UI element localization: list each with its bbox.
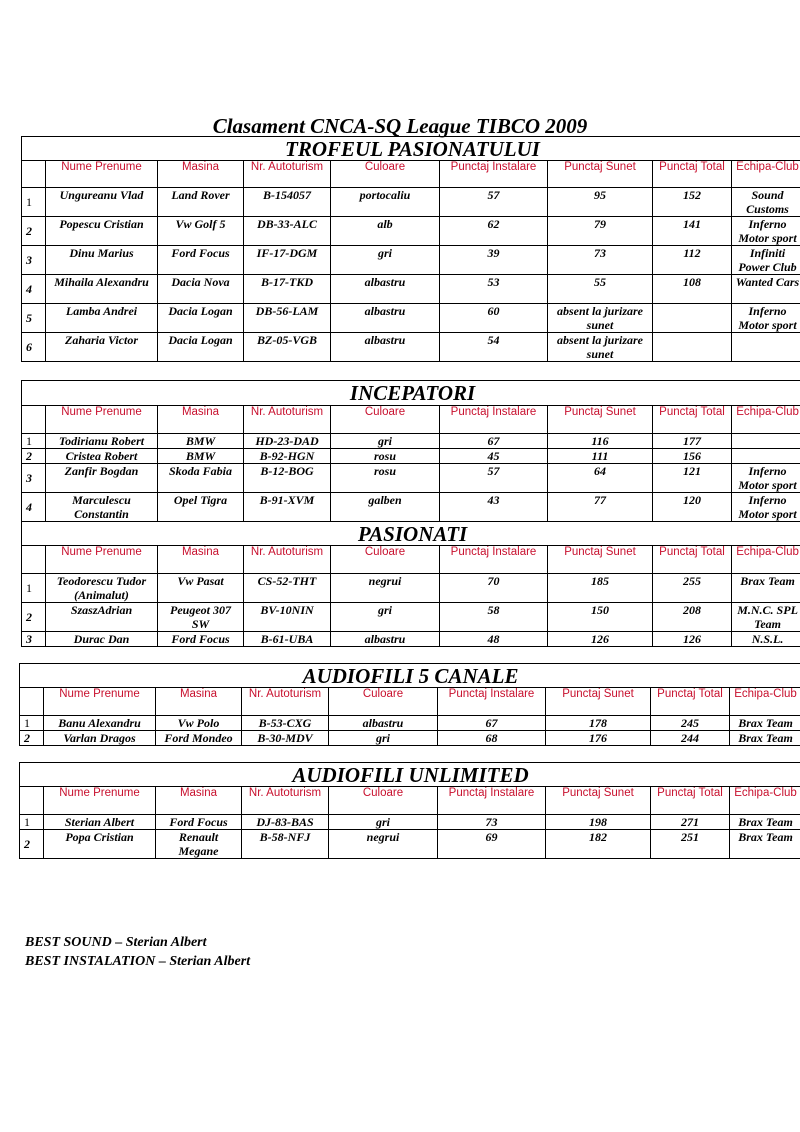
sound: 77 [548, 493, 653, 522]
pos: 2 [22, 217, 46, 246]
install: 73 [438, 815, 546, 830]
header-sound: Punctaj Sunet [546, 688, 651, 716]
section-title-unlimited: AUDIOFILI UNLIMITED [20, 763, 800, 787]
header-install: Punctaj Instalare [438, 787, 546, 815]
team: M.N.C. SPL Team [732, 603, 800, 632]
header-name: Nume Prenume [44, 688, 156, 716]
total: 177 [653, 434, 732, 449]
total: 255 [653, 574, 732, 603]
table-row [22, 434, 800, 449]
sound: 64 [548, 464, 653, 493]
name: Zaharia Victor [46, 333, 158, 362]
color: galben [331, 493, 440, 522]
name: Popa Cristian [44, 830, 156, 859]
header-plate: Nr. Autoturism [244, 406, 331, 434]
name: Todirianu Robert [46, 434, 158, 449]
color: alb [331, 217, 440, 246]
total: 156 [653, 449, 732, 464]
table-row [22, 217, 800, 246]
pos: 4 [22, 275, 46, 304]
header-pos [20, 787, 44, 815]
table-row [20, 815, 800, 830]
pos: 3 [22, 246, 46, 275]
header-plate: Nr. Autoturism [244, 546, 331, 574]
best-install-award: BEST INSTALATION – Sterian Albert [25, 954, 251, 969]
table-row [22, 275, 800, 304]
pos: 3 [22, 632, 46, 647]
car: Dacia Logan [158, 333, 244, 362]
sound: 55 [548, 275, 653, 304]
section-title-trofeul: TROFEUL PASIONATULUI [22, 137, 800, 161]
table-row [20, 731, 800, 746]
table-row [22, 333, 800, 362]
team: N.S.L. [732, 632, 800, 647]
header-pos [22, 406, 46, 434]
table-row [22, 493, 800, 522]
header-install: Punctaj Instalare [440, 546, 548, 574]
header-plate: Nr. Autoturism [242, 787, 329, 815]
total: 141 [653, 217, 732, 246]
table-trofeul [21, 136, 800, 362]
section-title-pasionati: PASIONATI [22, 522, 800, 546]
name: Zanfir Bogdan [46, 464, 158, 493]
header-plate: Nr. Autoturism [244, 161, 331, 188]
pos: 2 [22, 603, 46, 632]
name: SzaszAdrian [46, 603, 158, 632]
team: Inferno Motor sport [732, 217, 800, 246]
total: 245 [651, 716, 730, 731]
plate: HD-23-DAD [244, 434, 331, 449]
sound: 182 [546, 830, 651, 859]
table-row [22, 449, 800, 464]
team: Infiniti Power Club [732, 246, 800, 275]
header-car: Masina [158, 546, 244, 574]
header-sound: Punctaj Sunet [548, 546, 653, 574]
total [653, 333, 732, 362]
header-car: Masina [158, 161, 244, 188]
header-name: Nume Prenume [46, 406, 158, 434]
best-sound-award: BEST SOUND – Sterian Albert [25, 935, 207, 950]
install: 57 [440, 188, 548, 217]
color: rosu [331, 449, 440, 464]
table-unlimited [19, 762, 800, 859]
car: BMW [158, 449, 244, 464]
color: albastru [331, 632, 440, 647]
car: Vw Golf 5 [158, 217, 244, 246]
table-row [22, 464, 800, 493]
color: negrui [329, 830, 438, 859]
sound: 116 [548, 434, 653, 449]
table-row [20, 830, 800, 859]
table-audiofili5 [19, 663, 800, 746]
section-title-incepatori: INCEPATORI [22, 381, 800, 406]
header-install: Punctaj Instalare [440, 161, 548, 188]
name: Lamba Andrei [46, 304, 158, 333]
pos: 4 [22, 493, 46, 522]
install: 48 [440, 632, 548, 647]
plate: B-17-TKD [244, 275, 331, 304]
color: gri [331, 603, 440, 632]
header-team: Echipa-Club [732, 546, 800, 574]
total: 251 [651, 830, 730, 859]
name: Durac Dan [46, 632, 158, 647]
header-total: Punctaj Total [651, 787, 730, 815]
plate: DJ-83-BAS [242, 815, 329, 830]
name: Ungureanu Vlad [46, 188, 158, 217]
table-row [22, 632, 800, 647]
color: gri [329, 815, 438, 830]
header-team: Echipa-Club [732, 161, 800, 188]
total: 152 [653, 188, 732, 217]
name: Cristea Robert [46, 449, 158, 464]
header-sound: Punctaj Sunet [546, 787, 651, 815]
install: 39 [440, 246, 548, 275]
header-car: Masina [158, 406, 244, 434]
plate: CS-52-THT [244, 574, 331, 603]
install: 45 [440, 449, 548, 464]
section-title-audiofili5: AUDIOFILI 5 CANALE [20, 664, 800, 688]
car: Ford Focus [158, 632, 244, 647]
color: negrui [331, 574, 440, 603]
plate: IF-17-DGM [244, 246, 331, 275]
name: Varlan Dragos [44, 731, 156, 746]
table-incepatori-pasionati [21, 380, 800, 647]
name: Popescu Cristian [46, 217, 158, 246]
pos: 1 [22, 434, 46, 449]
car: Opel Tigra [158, 493, 244, 522]
install: 69 [438, 830, 546, 859]
pos: 1 [22, 188, 46, 217]
header-sound: Punctaj Sunet [548, 406, 653, 434]
sound: absent la jurizare sunet [548, 304, 653, 333]
header-pos [20, 688, 44, 716]
color: albastru [331, 333, 440, 362]
pos: 1 [22, 574, 46, 603]
plate: B-58-NFJ [242, 830, 329, 859]
pos: 2 [20, 731, 44, 746]
plate: B-92-HGN [244, 449, 331, 464]
color: albastru [331, 275, 440, 304]
sound: 150 [548, 603, 653, 632]
total: 108 [653, 275, 732, 304]
install: 60 [440, 304, 548, 333]
install: 68 [438, 731, 546, 746]
team: Brax Team [730, 830, 800, 859]
color: albastru [329, 716, 438, 731]
car: Vw Polo [156, 716, 242, 731]
car: Dacia Logan [158, 304, 244, 333]
plate: B-30-MDV [242, 731, 329, 746]
sound: 185 [548, 574, 653, 603]
sound: 111 [548, 449, 653, 464]
header-total: Punctaj Total [653, 546, 732, 574]
header-total: Punctaj Total [653, 161, 732, 188]
team: Brax Team [730, 815, 800, 830]
plate: BZ-05-VGB [244, 333, 331, 362]
name: Marculescu Constantin [46, 493, 158, 522]
color: gri [331, 246, 440, 275]
awards-footer [25, 933, 250, 971]
header-team: Echipa-Club [730, 787, 800, 815]
header-install: Punctaj Instalare [440, 406, 548, 434]
header-color: Culoare [331, 406, 440, 434]
page-title: Clasament CNCA-SQ League TIBCO 2009 [212, 114, 588, 138]
header-color: Culoare [329, 787, 438, 815]
install: 57 [440, 464, 548, 493]
header-team: Echipa-Club [732, 406, 800, 434]
pos: 3 [22, 464, 46, 493]
total [653, 304, 732, 333]
pos: 1 [20, 716, 44, 731]
name: Dinu Marius [46, 246, 158, 275]
install: 53 [440, 275, 548, 304]
team [732, 449, 800, 464]
header-team: Echipa-Club [730, 688, 800, 716]
header-color: Culoare [331, 546, 440, 574]
car: Ford Mondeo [156, 731, 242, 746]
team: Wanted Cars [732, 275, 800, 304]
install: 67 [440, 434, 548, 449]
name: Banu Alexandru [44, 716, 156, 731]
install: 43 [440, 493, 548, 522]
header-install: Punctaj Instalare [438, 688, 546, 716]
plate: B-154057 [244, 188, 331, 217]
color: gri [329, 731, 438, 746]
total: 112 [653, 246, 732, 275]
header-sound: Punctaj Sunet [548, 161, 653, 188]
header-name: Nume Prenume [46, 161, 158, 188]
install: 58 [440, 603, 548, 632]
team: Sound Customs [732, 188, 800, 217]
total: 271 [651, 815, 730, 830]
table-row [22, 246, 800, 275]
name: Sterian Albert [44, 815, 156, 830]
total: 208 [653, 603, 732, 632]
header-plate: Nr. Autoturism [242, 688, 329, 716]
car: Ford Focus [158, 246, 244, 275]
total: 121 [653, 464, 732, 493]
table-row [22, 188, 800, 217]
install: 54 [440, 333, 548, 362]
sound: 176 [546, 731, 651, 746]
table-row [22, 603, 800, 632]
header-car: Masina [156, 688, 242, 716]
header-pos [22, 161, 46, 188]
total: 244 [651, 731, 730, 746]
header-car: Masina [156, 787, 242, 815]
total: 126 [653, 632, 732, 647]
sound: 79 [548, 217, 653, 246]
name: Teodorescu Tudor (Animalut) [46, 574, 158, 603]
team: Inferno Motor sport [732, 493, 800, 522]
pos: 2 [22, 449, 46, 464]
table-row [20, 716, 800, 731]
header-name: Nume Prenume [46, 546, 158, 574]
pos: 5 [22, 304, 46, 333]
plate: BV-10NIN [244, 603, 331, 632]
pos: 1 [20, 815, 44, 830]
car: Dacia Nova [158, 275, 244, 304]
plate: B-12-BOG [244, 464, 331, 493]
team [732, 434, 800, 449]
sound: 126 [548, 632, 653, 647]
team: Inferno Motor sport [732, 304, 800, 333]
team: Brax Team [730, 731, 800, 746]
sound: 95 [548, 188, 653, 217]
car: Land Rover [158, 188, 244, 217]
table-row [22, 574, 800, 603]
header-color: Culoare [331, 161, 440, 188]
install: 67 [438, 716, 546, 731]
color: gri [331, 434, 440, 449]
header-total: Punctaj Total [651, 688, 730, 716]
plate: DB-56-LAM [244, 304, 331, 333]
plate: B-91-XVM [244, 493, 331, 522]
sound: 178 [546, 716, 651, 731]
header-name: Nume Prenume [44, 787, 156, 815]
pos: 6 [22, 333, 46, 362]
team [732, 333, 800, 362]
sound: 198 [546, 815, 651, 830]
plate: DB-33-ALC [244, 217, 331, 246]
color: portocaliu [331, 188, 440, 217]
plate: B-61-UBA [244, 632, 331, 647]
car: BMW [158, 434, 244, 449]
color: albastru [331, 304, 440, 333]
team: Brax Team [732, 574, 800, 603]
sound: 73 [548, 246, 653, 275]
car: Renault Megane [156, 830, 242, 859]
pos: 2 [20, 830, 44, 859]
table-row [22, 304, 800, 333]
name: Mihaila Alexandru [46, 275, 158, 304]
header-total: Punctaj Total [653, 406, 732, 434]
team: Inferno Motor sport [732, 464, 800, 493]
install: 62 [440, 217, 548, 246]
color: rosu [331, 464, 440, 493]
car: Peugeot 307 SW [158, 603, 244, 632]
header-pos [22, 546, 46, 574]
car: Skoda Fabia [158, 464, 244, 493]
team: Brax Team [730, 716, 800, 731]
sound: absent la jurizare sunet [548, 333, 653, 362]
plate: B-53-CXG [242, 716, 329, 731]
header-color: Culoare [329, 688, 438, 716]
total: 120 [653, 493, 732, 522]
car: Vw Pasat [158, 574, 244, 603]
car: Ford Focus [156, 815, 242, 830]
install: 70 [440, 574, 548, 603]
